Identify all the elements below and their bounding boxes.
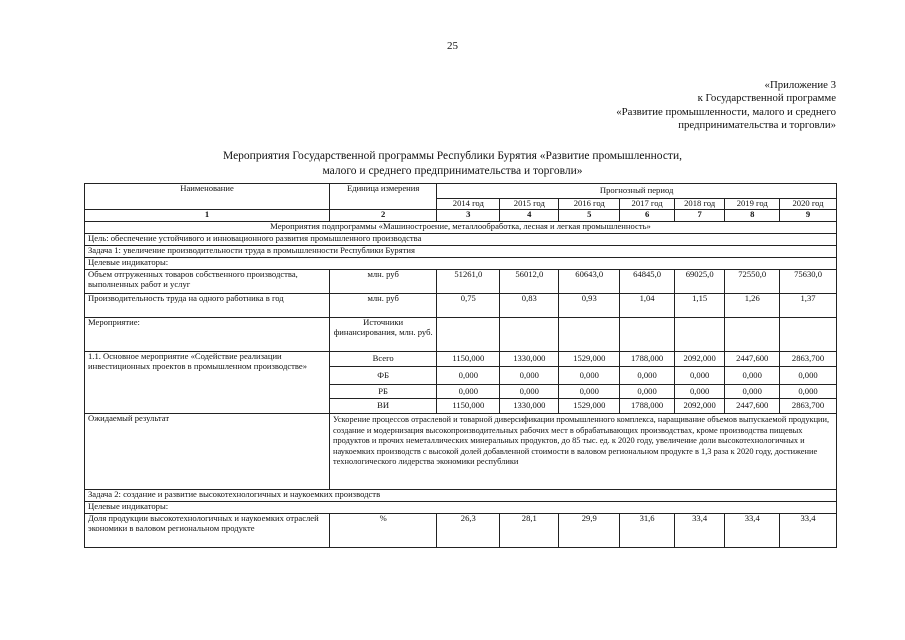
task-row [85, 246, 837, 258]
header-year: 2015 год [500, 199, 559, 210]
value-cell: 2092,000 [674, 352, 724, 367]
value-cell: 1,04 [620, 294, 675, 318]
column-number: 2 [330, 210, 437, 222]
appendix-note [616, 79, 836, 133]
row-name: Объем отгруженных товаров собственного производства, выполненных работ и услуг [85, 270, 330, 294]
empty-cell [620, 318, 675, 352]
funding-sources-header: Источники финансирования, млн. руб. [330, 318, 437, 352]
measures-table [84, 183, 837, 548]
document-title [0, 149, 905, 178]
table-row [85, 270, 837, 294]
value-cell: 33,4 [674, 514, 724, 548]
header-name: Наименование [85, 184, 330, 210]
row-unit: млн. руб [330, 270, 437, 294]
value-cell: 0,000 [780, 385, 837, 399]
value-cell: 0,000 [620, 367, 675, 385]
header-year: 2017 год [620, 199, 675, 210]
empty-cell [500, 318, 559, 352]
value-cell: 0,000 [674, 385, 724, 399]
value-cell: 29,9 [559, 514, 620, 548]
funding-row [85, 352, 837, 367]
value-cell: 0,000 [780, 367, 837, 385]
value-cell: 2447,600 [725, 399, 780, 414]
funding-source-label: Всего [330, 352, 437, 367]
table-row [85, 318, 837, 352]
title-line: малого и среднего предпринимательства и торговли» [322, 164, 583, 177]
column-number: 9 [780, 210, 837, 222]
expected-result-label: Ожидаемый результат [85, 414, 330, 490]
goal-row [85, 234, 837, 246]
value-cell: 1,15 [674, 294, 724, 318]
value-cell: 33,4 [725, 514, 780, 548]
funding-source-label: ФБ [330, 367, 437, 385]
value-cell: 1330,000 [500, 352, 559, 367]
column-number: 6 [620, 210, 675, 222]
empty-cell [725, 318, 780, 352]
value-cell: 69025,0 [674, 270, 724, 294]
header-year: 2018 год [674, 199, 724, 210]
value-cell: 0,000 [437, 367, 500, 385]
funding-source-label: РБ [330, 385, 437, 399]
empty-cell [674, 318, 724, 352]
indicators-row [85, 502, 837, 514]
value-cell: 0,83 [500, 294, 559, 318]
expected-result-text: Ускорение процессов отраслевой и товарной диверсификации промышленного комплекса, наращивание объемов выпускаемой продукции, создание и модернизация высокопроизводительных рабочих мест в обрабатывающих производствах, кроме производства пищевых продуктов и прочих неметаллических минеральных продуктов, до 85 тыс. ед. к 2020 году, увеличение доли высокотехнологичных и наукоемких производств с высокой долей добавленной стоимости в валовом региональном продукте в 1,3 раза к 2020 году, достижение технологического лидерства экономики республики [330, 414, 837, 490]
value-cell: 2447,600 [725, 352, 780, 367]
header-year: 2019 год [725, 199, 780, 210]
value-cell: 31,6 [620, 514, 675, 548]
indicators-label: Целевые индикаторы: [85, 258, 837, 270]
title-line: Мероприятия Государственной программы Республики Бурятия «Развитие промышленности, [223, 150, 682, 162]
empty-cell [559, 318, 620, 352]
column-number: 4 [500, 210, 559, 222]
funding-source-label: ВИ [330, 399, 437, 414]
column-number-row [85, 210, 837, 222]
task-row [85, 490, 837, 502]
subprogram-row [85, 222, 837, 234]
page-number: 25 [447, 40, 458, 52]
value-cell: 2092,000 [674, 399, 724, 414]
value-cell: 0,000 [725, 385, 780, 399]
value-cell: 51261,0 [437, 270, 500, 294]
column-number: 1 [85, 210, 330, 222]
value-cell: 0,000 [500, 367, 559, 385]
value-cell: 1,37 [780, 294, 837, 318]
value-cell: 28,1 [500, 514, 559, 548]
empty-cell [780, 318, 837, 352]
row-unit: % [330, 514, 437, 548]
value-cell: 0,000 [674, 367, 724, 385]
value-cell: 1788,000 [620, 399, 675, 414]
row-unit: млн. руб [330, 294, 437, 318]
value-cell: 0,000 [725, 367, 780, 385]
value-cell: 33,4 [780, 514, 837, 548]
header-unit: Единица измерения [330, 184, 437, 210]
row-name: Производительность труда на одного работника в год [85, 294, 330, 318]
measure-name: 1.1. Основное мероприятие «Содействие реализации инвестиционных проектов в промышленном производстве» [85, 352, 330, 414]
value-cell: 75630,0 [780, 270, 837, 294]
column-number: 5 [559, 210, 620, 222]
value-cell: 0,000 [500, 385, 559, 399]
indicators-row [85, 258, 837, 270]
goal-text: Цель: обеспечение устойчивого и инновационного развития промышленного производства [85, 234, 837, 246]
value-cell: 0,93 [559, 294, 620, 318]
value-cell: 0,000 [437, 385, 500, 399]
value-cell: 72550,0 [725, 270, 780, 294]
column-number: 3 [437, 210, 500, 222]
row-name: Доля продукции высокотехнологичных и наукоемких отраслей экономики в валовом региональном продукте [85, 514, 330, 548]
value-cell: 1529,000 [559, 352, 620, 367]
header-year: 2014 год [437, 199, 500, 210]
indicators-label: Целевые индикаторы: [85, 502, 837, 514]
table-row [85, 514, 837, 548]
header-year: 2016 год [559, 199, 620, 210]
subprogram-title: Мероприятия подпрограммы «Машиностроение, металлообработка, лесная и легкая промышленность» [85, 222, 837, 234]
value-cell: 2863,700 [780, 399, 837, 414]
table-row [85, 294, 837, 318]
value-cell: 1330,000 [500, 399, 559, 414]
value-cell: 0,000 [620, 385, 675, 399]
value-cell: 26,3 [437, 514, 500, 548]
value-cell: 60643,0 [559, 270, 620, 294]
appendix-line: к Государственной программе [697, 92, 836, 105]
expected-result-row [85, 414, 837, 490]
value-cell: 1150,000 [437, 352, 500, 367]
value-cell: 56012,0 [500, 270, 559, 294]
value-cell: 0,000 [559, 367, 620, 385]
value-cell: 0,75 [437, 294, 500, 318]
header-forecast: Прогнозный период [437, 184, 837, 199]
column-number: 7 [674, 210, 724, 222]
value-cell: 1150,000 [437, 399, 500, 414]
header-year: 2020 год [780, 199, 837, 210]
value-cell: 1788,000 [620, 352, 675, 367]
appendix-line: «Развитие промышленности, малого и среднего [616, 105, 836, 118]
value-cell: 64845,0 [620, 270, 675, 294]
empty-cell [437, 318, 500, 352]
appendix-line: предпринимательства и торговли» [678, 119, 836, 132]
measure-label: Мероприятие: [85, 318, 330, 352]
value-cell: 1,26 [725, 294, 780, 318]
value-cell: 2863,700 [780, 352, 837, 367]
task-2-text: Задача 2: создание и развитие высокотехнологичных и наукоемких производств [85, 490, 837, 502]
header-row [85, 184, 837, 199]
column-number: 8 [725, 210, 780, 222]
value-cell: 0,000 [559, 385, 620, 399]
value-cell: 1529,000 [559, 399, 620, 414]
appendix-line: «Приложение 3 [764, 79, 836, 91]
task-1-text: Задача 1: увеличение производительности труда в промышленности Республики Бурятия [85, 246, 837, 258]
